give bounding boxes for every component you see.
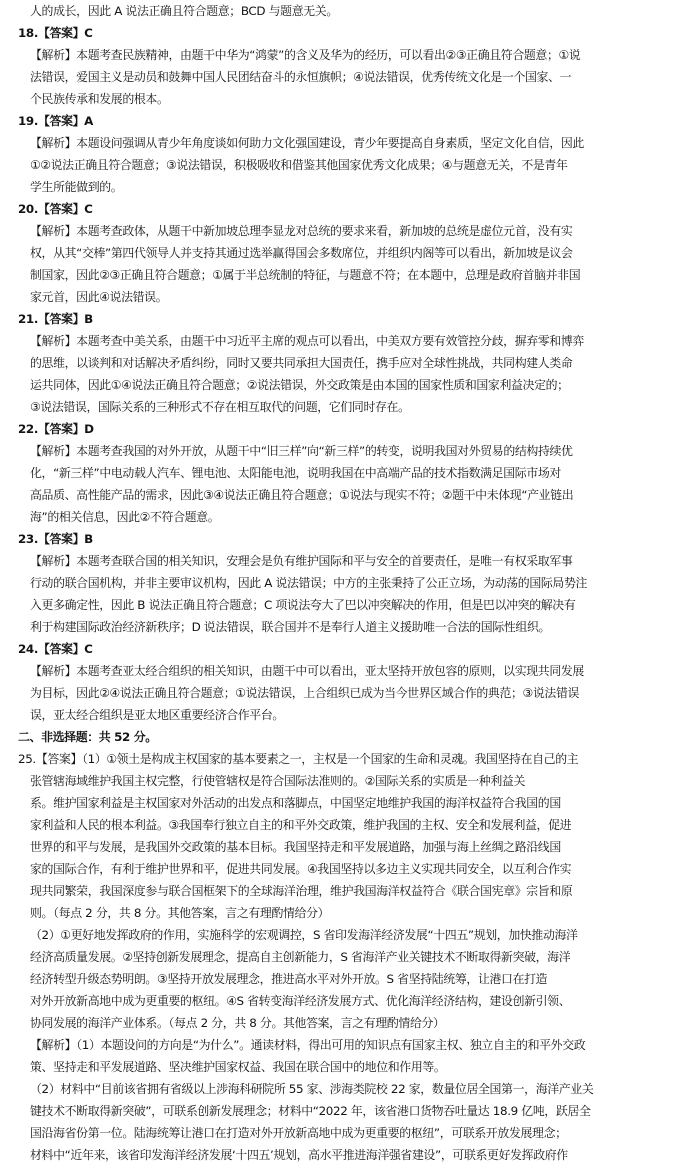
text-line: 的思维，以谈判和对话解决矛盾纠纷，同时又要共同承担大国责任，携手应对全球性挑战，共同构建人类命	[30, 356, 573, 370]
text-line: 【解析】本题考查联合国的相关知识，安理会是负有维护国际和平与安全的首要责任，是唯一有权采取军事	[30, 554, 573, 568]
text-line: 制国家，因此②③正确且符合题意；①属于半总统制的特征，与题意不符；在本题中，总理是政府首脑并非国	[30, 268, 581, 282]
text-line: 经济转型升级态势明朗。③坚持开放发展理念，推进高水平对外开放。S 省坚持陆统筹，让港口在打造	[30, 972, 548, 986]
text-line: 海”的相关信息，因此②不符合题意。	[30, 510, 220, 524]
text-line: 权，从其“交棒”第四代领导人并支持其通过选举赢得国会多数席位，并组织内阁等可以看出，新加坡是议会	[30, 246, 573, 260]
text-line: 法错误，爱国主义是动员和鼓舞中国人民团结奋斗的永恒旗帜；④说法错误，优秀传统文化是一个国家、一	[30, 70, 572, 84]
text-line: 家元首，因此④说法错误。	[30, 290, 168, 304]
text-line: 人的成长，因此 A 说法正确且符合题意；BCD 与题意无关。	[30, 4, 338, 18]
text-line: 经济高质量发展。②坚持创新发展理念，提高自主创新能力，S 省海洋产业关键技术不断取得新突破，海洋	[30, 950, 571, 964]
text-line: 协同发展的海洋产业体系。（每点 2 分，共 8 分。其他答案，言之有理酌情给分）	[30, 1016, 445, 1030]
text-line: 化，“新三样”中电动载人汽车、锂电池、太阳能电池，说明我国在中高端产品的技术指数满足国际市场对	[30, 466, 561, 480]
text-line: 23.【答案】B	[18, 532, 93, 546]
text-line: 【解析】本题考查民族精神，由题干中华为“鸿蒙”的含义及华为的经历，可以看出②③正确且符合题意；①说	[30, 48, 581, 62]
text-line: 张管辖海域维护我国主权完整，行使管辖权是符合国际法准则的。②国际关系的实质是一种利益关	[30, 774, 526, 788]
text-line: 高品质、高性能产品的需求，因此③④说法正确且符合题意；①说法与现实不符；②题干中未体现“产业链出	[30, 488, 574, 502]
text-line: ③说法错误，国际关系的三种形式不存在相互取代的问题，它们同时存在。	[30, 400, 410, 414]
text-line: 19.【答案】A	[18, 114, 94, 128]
text-line: 行动的联合国机构，并非主要审议机构，因此 A 说法错误；中方的主张秉持了公正立场，为动荡的国际局势注	[30, 576, 588, 590]
text-line: 家的国际合作，有利于维护世界和平，促进共同发展。④我国坚持以多边主义实现共同安全，以互利合作实	[30, 862, 572, 876]
text-line: 家利益和人民的根本利益。③我国奉行独立自主的和平外交政策，维护我国的主权、安全和发展利益，促进	[30, 818, 572, 832]
text-line: ①②说法正确且符合题意；③说法错误，积极吸收和借鉴其他国家优秀文化成果；④与题意无关，不是青年	[30, 158, 568, 172]
text-line: 25.【答案】（1）①领土是构成主权国家的基本要素之一，主权是一个国家的生命和灵魂。我国坚持在自己的主	[18, 752, 579, 766]
text-line: 24.【答案】C	[18, 642, 93, 656]
text-line: 【解析】本题考查亚太经合组织的相关知识，由题干中可以看出，亚太坚持开放包容的原则，以实现共同发展	[30, 664, 584, 678]
text-line: 【解析】本题考查政体，从题干中新加坡总理李显龙对总统的要求来看，新加坡的总统是虚位元首，没有实	[30, 224, 573, 238]
text-line: 利于构建国际政治经济新秩序；D 说法错误，联合国并不是奉行人道主义援助唯一合法的国际性组织。	[30, 620, 551, 634]
text-line: 为目标，因此②④说法正确且符合题意；①说法错误，上合组织已成为当今世界区域合作的典范；③说法错误	[30, 686, 580, 700]
text-line: 【解析】本题设问强调从青少年角度谈如何助力文化强国建设，青少年要提高自身素质，坚定文化自信，因此	[30, 136, 584, 150]
text-line: 入更多确定性，因此 B 说法正确且符合题意；C 项说法夸大了巴以冲突解决的作用，但是巴以冲突的解决有	[30, 598, 576, 612]
text-line: 【解析】（1）本题设问的方向是“为什么”。通读材料，得出可用的知识点有国家主权、独立自主的和平外交政	[30, 1038, 586, 1052]
text-line: 【解析】本题考查我国的对外开放，从题干中“旧三样”向“新三样”的转变，说明我国对外贸易的结构持续优	[30, 444, 573, 458]
text-line: 个民族传承和发展的根本。	[30, 92, 169, 106]
text-line: （2）①更好地发挥政府的作用，实施科学的宏观调控，S 省印发海洋经济发展“十四五”规划，加快推动海洋	[30, 928, 578, 942]
text-line: 22.【答案】D	[18, 422, 94, 436]
text-line: 运共同体，因此①④说法正确且符合题意；②说法错误，外交政策是由本国的国家性质和国家利益决定的；	[30, 378, 569, 392]
text-line: 键技术不断取得新突破”，可联系创新发展理念；材料中“2022 年，该省港口货物吞吐量达 18.9 亿吨，跃居全	[30, 1104, 591, 1118]
text-line: 对外开放新高地中成为更重要的枢纽。④S 省转变海洋经济发展方式、优化海洋经济结构，建设创新引领、	[30, 994, 571, 1008]
text-line: 世界的和平与发展，是我国外交政策的基本目标。我国坚持走和平发展道路，加强与海上丝绸之路沿线国	[30, 840, 561, 854]
text-line: 误，亚太经合组织是亚太地区重要经济合作平台。	[30, 708, 284, 722]
text-line: 系。维护国家利益是主权国家对外活动的出发点和落脚点，中国坚定地维护我国的海洋权益符合我国的国	[30, 796, 561, 810]
text-line: 【解析】本题考查中美关系，由题干中习近平主席的观点可以看出，中美双方要有效管控分歧，摒弃零和博弈	[30, 334, 584, 348]
text-line: 学生所能做到的。	[30, 180, 123, 194]
text-line: 现共同繁荣，我国深度参与联合国框架下的全球海洋治理，维护我国海洋权益符合《联合国宪章》宗旨和原	[30, 884, 573, 898]
text-line: （2）材料中“目前该省拥有省级以上涉海科研院所 55 家、涉海类院校 22 家，数量位居全国第一，海洋产业关	[30, 1082, 594, 1096]
text-line: 二、非选择题：共 52 分。	[18, 730, 157, 744]
text-line: 策、坚持走和平发展道路、坚决维护国家权益、我国在联合国中的地位和作用等。	[30, 1060, 446, 1074]
text-line: 则。（每点 2 分，共 8 分。其他答案，言之有理酌情给分）	[30, 906, 330, 920]
text-line: 18.【答案】C	[18, 26, 93, 40]
text-line: 21.【答案】B	[18, 312, 93, 326]
text-line: 材料中“近年来，该省印发海洋经济发展‘十四五’规划，高水平推进海洋强省建设”，可联系更好发挥政府作	[30, 1148, 568, 1162]
text-line: 国沿海省份第一位。陆海统筹让港口在打造对外开放新高地中成为更重要的枢纽”，可联系开放发展理念；	[30, 1126, 567, 1140]
text-line: 20.【答案】C	[18, 202, 93, 216]
